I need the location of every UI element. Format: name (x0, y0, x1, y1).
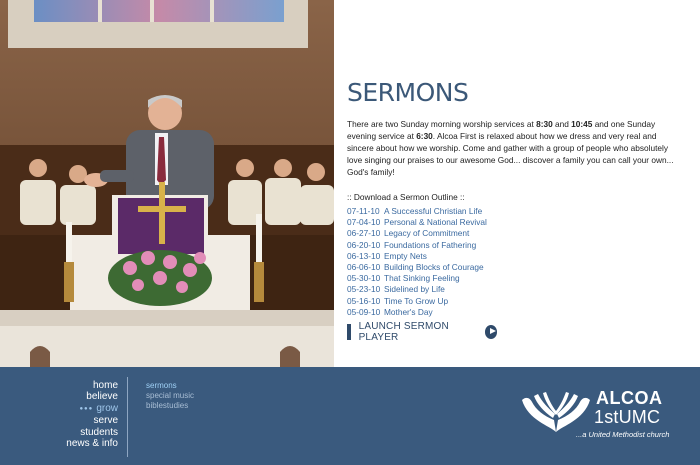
nav-item-label: grow (96, 402, 118, 414)
sermon-link[interactable] (347, 262, 682, 273)
service-time: 10:45 (571, 119, 593, 129)
outline-heading: :: Download a Sermon Outline :: (347, 192, 465, 202)
player-label: LAUNCH SERMON PLAYER (358, 320, 449, 343)
subnav-item-sermons[interactable]: sermons (146, 381, 177, 390)
launch-sermon-player-button[interactable] (347, 320, 497, 343)
sermon-link[interactable] (347, 251, 682, 262)
nav-item-students[interactable]: students (80, 426, 118, 438)
sermon-title: Foundations of Fathering (384, 239, 477, 250)
sermon-date: 07-04-10 (347, 217, 381, 228)
logo-line2: 1stUMC (594, 407, 661, 427)
nav-item-news-info[interactable]: news & info (66, 438, 118, 450)
sermon-link[interactable] (347, 296, 682, 307)
church-logo[interactable] (520, 388, 690, 448)
intro-paragraph (347, 118, 682, 178)
sermon-title: Time To Grow Up (384, 295, 449, 306)
sermon-date: 06-20-10 (347, 239, 381, 250)
nav-item-believe[interactable]: believe (86, 391, 118, 403)
subnav-item-biblestudies[interactable]: biblestudies (146, 400, 189, 410)
sermon-link[interactable] (347, 240, 682, 251)
sermon-title: A Successful Christian Life (384, 206, 483, 216)
accent-bar (347, 324, 351, 340)
logo-tagline: ...a United Methodist church (576, 430, 670, 439)
sermon-link[interactable] (347, 206, 682, 217)
hero-photo (0, 0, 334, 367)
logo-line1: ALCOA (596, 388, 663, 408)
sermon-title: Sidelined by Life (384, 284, 445, 295)
sermon-title: Mother's Day (384, 306, 433, 317)
service-time: 8:30 (536, 119, 553, 129)
sub-nav (146, 381, 194, 410)
intro-text: . Alcoa First is relaxed about how we dress and very real and sincere about how we worship. Come and gather with a group of people who absolutely love singing our praises to our awesome God... discover a family you can call your own... God's family! (347, 131, 674, 177)
intro-text: and (552, 119, 572, 129)
sermon-link[interactable] (347, 284, 682, 295)
sermon-link[interactable] (347, 228, 682, 239)
sermon-title: Personal & National Revival (384, 217, 487, 228)
sermon-date: 07-11-10 (347, 206, 380, 216)
nav-item-serve[interactable]: serve (93, 415, 118, 427)
sermon-date: 06-13-10 (347, 250, 381, 261)
subnav-item-special-music[interactable]: special music (146, 390, 195, 400)
sermons-section (347, 78, 682, 318)
active-indicator-icon: ●●● (79, 405, 94, 412)
sermon-title: That Sinking Feeling (384, 273, 460, 284)
sermon-title: Legacy of Commitment (384, 228, 470, 239)
nav-divider (127, 377, 128, 457)
sermon-date: 05-23-10 (347, 284, 381, 295)
hands-dove-logo-icon (520, 390, 592, 434)
main-nav (66, 380, 118, 449)
service-time: 6:30 (416, 131, 433, 141)
sermon-date: 05-16-10 (347, 295, 381, 306)
sermon-link[interactable] (347, 307, 682, 318)
site-footer (0, 367, 700, 465)
nav-item-grow[interactable] (66, 403, 118, 415)
pastor-preaching-image (0, 0, 334, 367)
intro-text: and one Sunday evening service at (347, 119, 656, 141)
sermon-list (347, 206, 682, 318)
sermon-date: 05-09-10 (347, 306, 381, 317)
sermon-title: Empty Nets (384, 250, 427, 261)
page-title: SERMONS (347, 78, 469, 107)
sermon-title: Building Blocks of Courage (384, 262, 484, 273)
sermon-link[interactable] (347, 273, 682, 284)
intro-text: There are two Sunday morning worship services at (347, 119, 537, 129)
sermon-link[interactable] (347, 217, 682, 228)
play-circle-icon (485, 325, 497, 339)
nav-item-home[interactable]: home (92, 380, 118, 391)
sermon-date: 06-27-10 (347, 228, 381, 239)
sermon-date: 06-06-10 (347, 262, 381, 273)
sermon-date: 05-30-10 (347, 273, 381, 284)
